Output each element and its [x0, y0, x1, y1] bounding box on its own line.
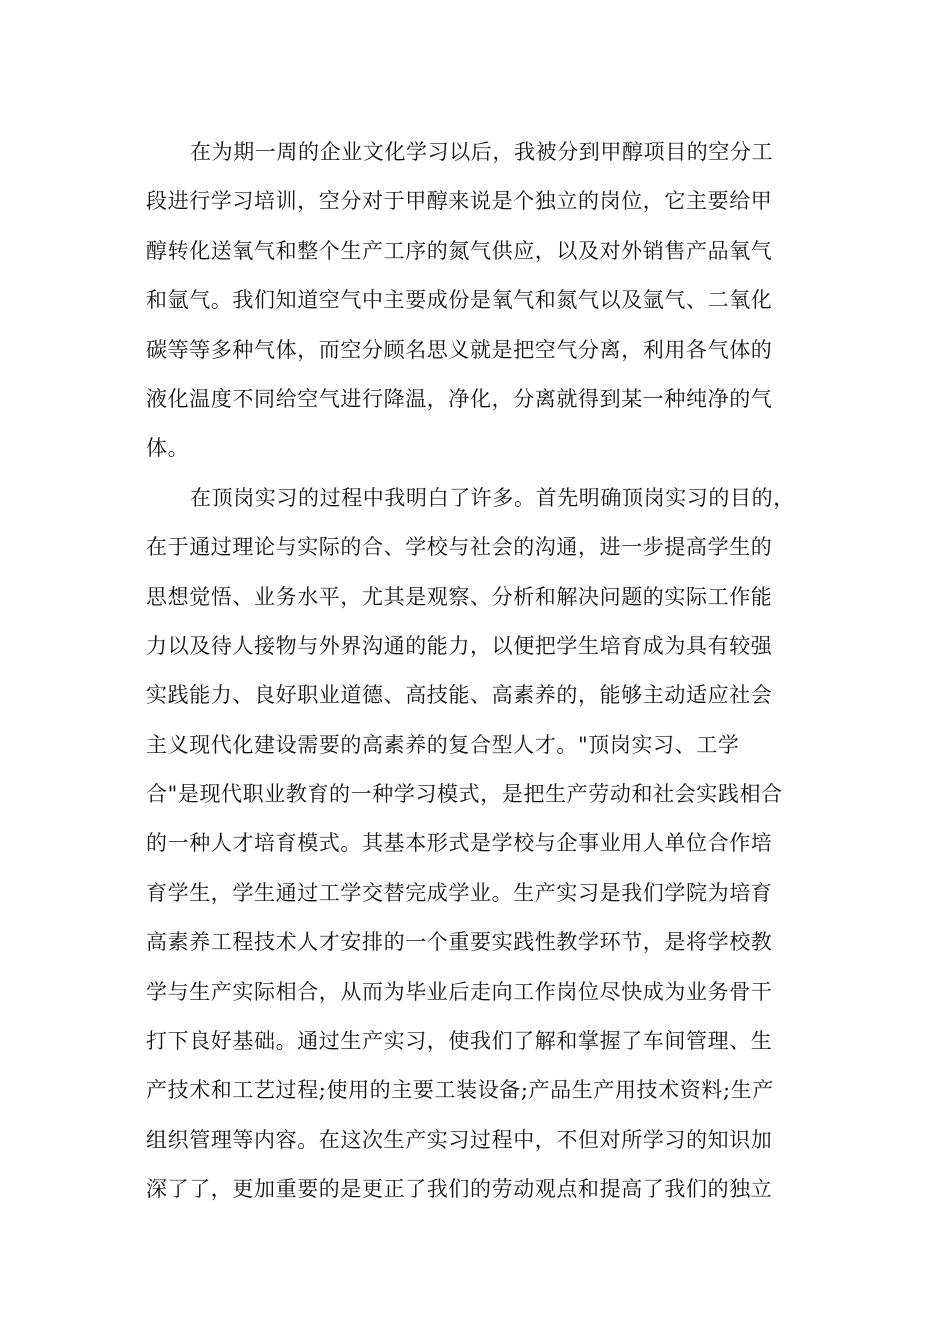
text-line: 思想觉悟、业务水平，尤其是观察、分析和解决问题的实际工作能	[146, 584, 773, 609]
text-line: 学与生产实际相合，从而为毕业后走向工作岗位尽快成为业务骨干	[146, 979, 773, 1004]
text-line: 体。	[146, 436, 190, 461]
text-line: 高素养工程技术人才安排的一个重要实践性教学环节，是将学校教	[146, 930, 773, 955]
paragraph-1	[146, 128, 814, 474]
text-line: 育学生，学生通过工学交替完成学业。生产实习是我们学院为培育	[146, 880, 773, 905]
text-line: 碳等等多种气体，而空分顾名思义就是把空气分离，利用各气体的	[146, 337, 773, 362]
document-body	[146, 128, 814, 1215]
text-line: 产技术和工艺过程;使用的主要工装设备;产品生产用技术资料;生产	[146, 1078, 774, 1103]
text-line: 打下良好基础。通过生产实习，使我们了解和掌握了车间管理、生	[146, 1029, 773, 1054]
text-line: 深了了，更加重要的是更正了我们的劳动观点和提高了我们的独立	[146, 1177, 773, 1202]
text-line: 合"是现代职业教育的一种学习模式，是把生产劳动和社会实践相合	[146, 782, 783, 807]
text-line: 在为期一周的企业文化学习以后，我被分到甲醇项目的空分工	[190, 140, 774, 164]
text-line: 段进行学习培训，空分对于甲醇来说是个独立的岗位，它主要给甲	[146, 189, 773, 214]
text-line: 在于通过理论与实际的合、学校与社会的沟通，进一步提高学生的	[146, 535, 773, 560]
text-line: 液化温度不同给空气进行降温，净化，分离就得到某一种纯净的气	[146, 386, 773, 411]
text-line: 和氩气。我们知道空气中主要成份是氧气和氮气以及氩气、二氧化	[146, 288, 773, 313]
text-line: 的一种人才培育模式。其基本形式是学校与企事业用人单位合作培	[146, 831, 773, 856]
paragraph-2	[146, 474, 814, 1215]
text-line: 组织管理等内容。在这次生产实习过程中，不但对所学习的知识加	[146, 1127, 773, 1152]
text-line: 实践能力、良好职业道德、高技能、高素养的，能够主动适应社会	[146, 683, 773, 708]
text-line: 在顶岗实习的过程中我明白了许多。首先明确顶岗实习的目的，	[190, 485, 795, 510]
text-line: 力以及待人接物与外界沟通的能力，以便把学生培育成为具有较强	[146, 633, 773, 658]
text-line: 醇转化送氧气和整个生产工序的氮气供应，以及对外销售产品氧气	[146, 238, 773, 263]
text-line: 主义现代化建设需要的高素养的复合型人才。"顶岗实习、工学	[146, 732, 740, 757]
